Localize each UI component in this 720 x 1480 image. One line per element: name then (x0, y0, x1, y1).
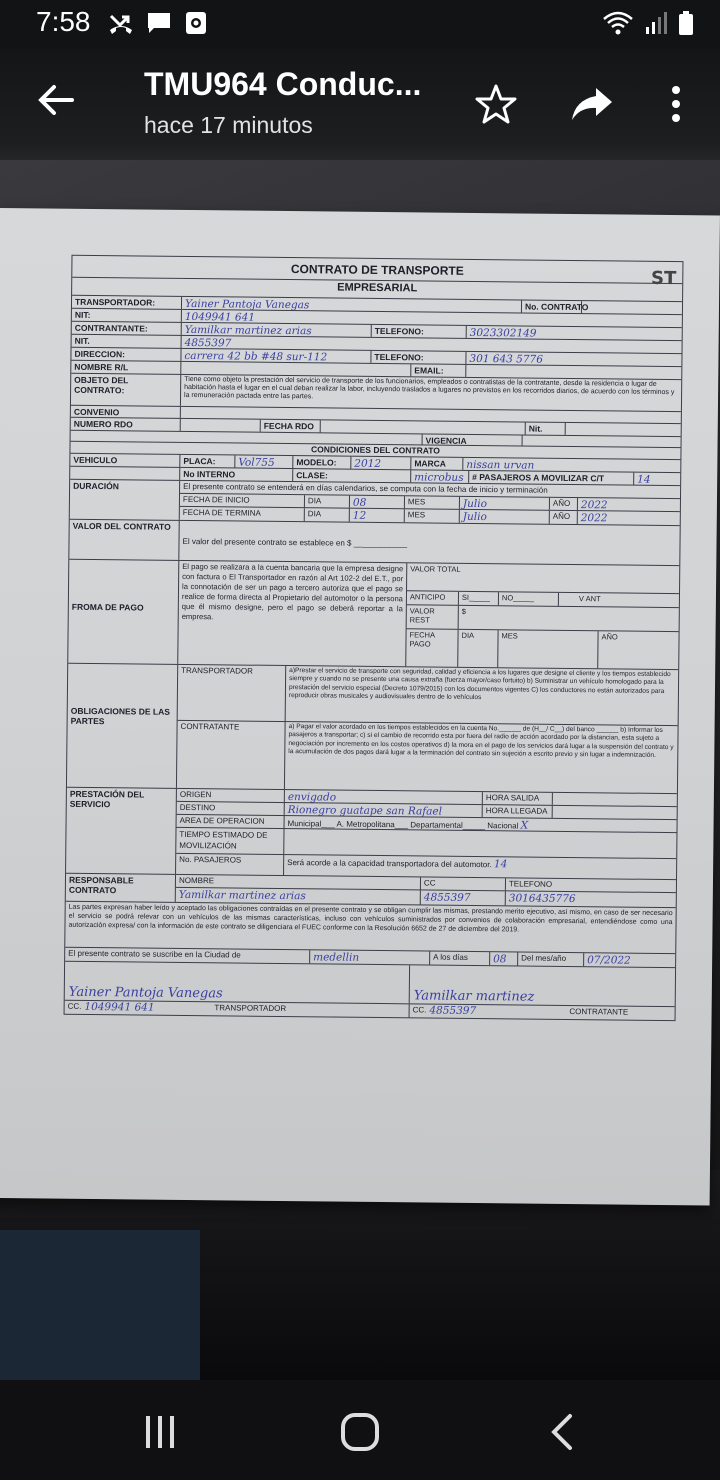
responsable-body (176, 875, 676, 907)
val-nit: 1049941 641 (184, 310, 256, 324)
row-valor (69, 520, 679, 566)
contract-document (64, 255, 684, 1021)
val-legal: Las partes expresan haber leído y aceptado las obligaciones contraídas en el presente contrato y se obligan cumplir las mismas, prestando merito ejecutivo, así mismo, en caso de ser necesario el servicio se podrá relevar con un vehículos de las mismas características, incluso con vehículos suministrados por convenios de colaboración empresarial, entendiéndose como una autorización expresa/ con la información de este contrato se diligenciara el FUEC conforme con la Resolución 6652 de 27 de diciembre del 2019. (68, 903, 673, 934)
lbl-tiempo: TIEMPO ESTIMADO DE MOVILIZACIÓN (176, 828, 284, 854)
recents-icon[interactable] (140, 1412, 180, 1452)
firma-contratante-block (410, 965, 676, 1020)
lbl-valor-total: VALOR TOTAL (407, 563, 679, 594)
lbl-contratante: CONTRANTANTE: (72, 322, 182, 335)
obligaciones-body (177, 665, 678, 793)
lbl-modelo: MODELO: (293, 456, 351, 469)
val-ano-fin: 2022 (580, 512, 608, 525)
obl-transportador-row (178, 665, 679, 726)
lbl-transportador-sig: TRANSPORTADOR (214, 1003, 287, 1014)
contract-table (64, 255, 684, 1021)
lbl-suscribe: El presente contrato se suscribe en la Ciudad de (65, 948, 310, 964)
val-no-pasajeros: Será acorde a la capacidad transportadora del automotor. (287, 858, 492, 870)
val-numero-rdo (181, 419, 261, 432)
wifi-icon (602, 10, 634, 36)
lbl-fecha-inicio: FECHA DE INICIO (180, 494, 305, 507)
lbl-convenio: CONVENIO (71, 406, 181, 418)
val-direccion: carrera 42 bb #48 sur-112 (181, 349, 371, 363)
lbl-ano-3: AÑO (601, 632, 618, 642)
val-obl-transportador: a)Prestar el servicio de transporte con seguridad, calidad y eficiencia a los lugares que designe el cliente y los tiempos establecido siempre y cuando no se presente una causa extraña (fuerza mayor/caso fortuito) b) Suministrar un vehículo homologado para la prestación del servicio especial (Decreto 1079/2015) con los documentos vigentes C) los conductores no están autorizados para reproducir obras musicales y audiovisuales dentro de lo vehículos (288, 667, 671, 702)
page-title: TMU964 Conduc... (144, 66, 422, 102)
lbl-vant: V ANT (578, 594, 601, 604)
val-area: Municipal___ A. Metropolitana___ Departamental_____ Nacional (287, 819, 519, 831)
lbl-fecha-termina: FECHA DE TERMINA (180, 507, 305, 521)
val-marca: nissan urvan (466, 458, 535, 472)
lbl-origen: ORIGEN (177, 789, 285, 802)
val-hora-llegada (553, 806, 677, 819)
area-mark: X (520, 819, 529, 832)
val-resp-cc: 4855397 (421, 890, 506, 905)
system-icons (602, 10, 694, 36)
lbl-no-interno: No INTERNO (180, 468, 293, 481)
lbl-vigencia: VIGENCIA (423, 434, 523, 445)
prestacion-body (176, 789, 677, 879)
row-prestacion (66, 788, 677, 880)
lbl-obl-transportador: TRANSPORTADOR (178, 665, 287, 721)
val-ciudad: medellin (310, 950, 430, 964)
lbl-telefono3: TELEFONO (508, 879, 553, 889)
lbl-cc2: CC (421, 877, 506, 890)
val-resp-nombre: Yamilkar martinez arias (176, 888, 421, 905)
lbl-nombre: NOMBRE (176, 875, 421, 890)
val-no-contrato (582, 301, 682, 314)
lbl-forma-pago: FROMA DE PAGO (68, 560, 179, 664)
row-obligaciones (67, 664, 678, 794)
lbl-contratante-sig: CONTRATANTE (569, 1007, 629, 1017)
val-fecha-rdo (321, 420, 526, 434)
message-icon (146, 10, 172, 36)
val-mes-ano: 07/2022 (587, 954, 631, 967)
val-telefono: 3023302149 (469, 326, 537, 340)
lbl-fecha-rdo: FECHA RDO (261, 420, 321, 433)
lbl-condiciones: CONDICIONES DEL CONTRATO (310, 444, 441, 456)
val-mes-fin: Julio (460, 510, 550, 524)
lbl-cc3: CC. (67, 1001, 82, 1011)
val-pasajeros: 14 (637, 473, 651, 486)
lbl-mes-ano: Del mes/año (518, 952, 584, 966)
firma-contratante-line (410, 1003, 675, 1020)
lbl-valor: VALOR DEL CONTRATO (69, 520, 179, 560)
lbl-mes-2: MES (405, 509, 460, 523)
val-transportador: Yainer Pantoja Vanegas (182, 297, 522, 313)
val-cc-firma-c: 4855397 (429, 1004, 477, 1018)
val-nit3 (566, 423, 681, 436)
duracion-body (180, 481, 680, 525)
row-forma-pago (68, 560, 679, 670)
firma-contratante: Yamilkar martinez (413, 988, 535, 1005)
val-hora-salida (553, 793, 677, 806)
val-dia-fin: 12 (350, 509, 405, 523)
lbl-pasajeros: # PASAJEROS A MOVILIZAR C/T (469, 471, 634, 485)
notification-icons (108, 10, 208, 36)
lbl-responsable: RESPONSABLE CONTRATO (66, 874, 176, 902)
lbl-placa: PLACA: (180, 455, 235, 468)
doc-title: CONTRATO DE TRANSPORTE (290, 261, 464, 278)
duracion-text: El presente contrato se entenderá en días calendarios, se computa con la fecha de inicio y terminación (180, 481, 680, 499)
lbl-prestacion: PRESTACIÓN DEL SERVICIO (66, 788, 177, 874)
val-cc-firma-t: 1049941 641 (84, 1000, 155, 1014)
val-dias: 08 (490, 952, 518, 965)
lbl-anticipo: ANTICIPO (407, 591, 459, 605)
lbl-fecha-pago: FECHA PAGO (406, 629, 458, 667)
photo-viewer[interactable] (0, 160, 720, 1380)
val-email (466, 365, 681, 379)
lbl-objeto: OBJETO DEL CONTRATO: (71, 374, 181, 406)
missed-call-icon (108, 10, 134, 36)
lbl-duracion: DURACIÓN (70, 480, 180, 520)
battery-icon (678, 10, 694, 36)
lbl-valor-rest: VALOR REST (407, 605, 459, 629)
firma-transportador-block (65, 962, 411, 1018)
val-obl-contratante: a) Pagar el valor acordado en los tiempos establecidos en la cuenta No.______ de (H__/ C__) del banco ______ b) Informar los pasajeros a transportar; c) si el cambio de recorrido esta por fuera del radio de acción acordado por la distancian, esta sujeto a negociación por incremento en los costos operativos d) la mora en el pago de los servicios dará lugar a la suspensión del contrato y la acumulación de dos pagos dará lugar a la terminación del contrato sin sujeción a escrito previo y sin lugar a indemnización. (288, 723, 674, 760)
signal-icon (644, 10, 668, 36)
val-valor: El valor del presente contrato se establece en $ ____________ (182, 536, 408, 549)
row-legal (65, 902, 675, 954)
val-forma-pago: El pago se realizara a la cuenta bancaria que la empresa designe con factura o El Transportador en razón al Art 102-2 del E.T., por la connotación de ser un pago a tercero autoriza que el pago se realice de forma directa al Propietario del automotor o la persona que él mismo designe, pero el pago se deberá reportar a la empresa. (178, 561, 407, 666)
lbl-email: EMAIL: (411, 364, 466, 377)
val-modelo: 2012 (351, 457, 411, 470)
lbl-vehiculo: VEHICULO (70, 454, 180, 467)
fecha-pago-row (406, 629, 678, 669)
lbl-obligaciones: OBLIGACIONES DE LAS PARTES (67, 664, 178, 788)
status-bar (0, 0, 720, 48)
home-icon[interactable] (338, 1412, 382, 1452)
nav-back-icon[interactable] (546, 1412, 578, 1452)
firma-transportador-line (65, 1000, 409, 1018)
lbl-nit2: NIT. (72, 335, 182, 348)
val-clase: microbus (411, 470, 469, 483)
val-valor-rest: $ (461, 606, 467, 616)
lbl-nit: NIT: (72, 309, 182, 322)
val-contratante: Yamilkar martinez arias (182, 323, 372, 337)
lbl-numero-rdo: NUMERO RDO (71, 418, 181, 431)
contract-paper (0, 208, 720, 1205)
obl-contratante-row (177, 721, 678, 793)
lbl-si: SI_____ (459, 592, 499, 605)
pago-grid (406, 563, 679, 669)
lbl-mes-1: MES (405, 496, 460, 509)
lbl-hora-salida: HORA SALIDA (483, 792, 553, 805)
val-mes-inicio: Julio (460, 497, 550, 510)
row-duracion (70, 480, 680, 526)
firma-transportador: Yainer Pantoja Vanegas (68, 984, 223, 1002)
val-origen: envigado (285, 790, 483, 804)
interno-spacer (70, 467, 180, 480)
val-nombre-rl (181, 362, 411, 376)
val-destino: Rionegro guatape san Rafael (285, 803, 483, 817)
app-notification-icon (184, 10, 208, 36)
valor-rest-row (407, 605, 679, 632)
doc-subtitle: EMPRESARIAL (337, 281, 418, 295)
val-telefono2: 301 643 5776 (469, 352, 543, 366)
val-tiempo (284, 829, 676, 858)
lbl-destino: DESTINO (177, 802, 285, 815)
company-logo: ST (650, 267, 677, 290)
lbl-transportador: TRANSPORTADOR: (72, 296, 182, 309)
val-ano-inicio: 2022 (580, 499, 608, 512)
lbl-obl-contratante: CONTRATANTE (177, 721, 286, 789)
lbl-cc4: CC. (412, 1005, 427, 1015)
lbl-marca: MARCA (411, 457, 463, 470)
more-vert-icon[interactable] (664, 84, 688, 124)
val-cc: 4855397 (184, 336, 232, 350)
row-firmas (65, 962, 676, 1020)
lbl-area: AREA DE OPERACION (177, 815, 285, 828)
val-no-pasajeros-num: 14 (493, 858, 508, 871)
lbl-telefono2: TELEFONO: (371, 351, 466, 364)
lbl-no: NO_____ (499, 592, 559, 606)
val-resp-tel: 3016435776 (508, 892, 576, 906)
lbl-no-pasajeros: No. PASAJEROS (176, 854, 284, 875)
val-vigencia (523, 435, 681, 447)
app-bar (0, 48, 720, 160)
lbl-ano-1: AÑO (550, 498, 578, 510)
lbl-hora-llegada: HORA LLEGADA (483, 805, 553, 818)
no-pasajeros-cell (284, 855, 676, 879)
val-objeto: Tiene como objeto la prestación del servicio de transporte de los funcionarios, empleados o contratistas de la contratante, desde la residencia o lugar de habitación hasta el lugar en el cual deban realizar la labor, incluyendo traslados a lugares no previstos en los recorridos diarios, de acuerdo con los términos y la remuneración pactada entre las partes. (184, 375, 675, 401)
lbl-clase: CLASE: (293, 469, 411, 482)
share-icon[interactable] (568, 82, 616, 126)
val-placa: Vol755 (235, 455, 293, 468)
val-dia-inicio: 08 (350, 496, 405, 509)
lbl-a-los-dias: A los días (430, 952, 490, 966)
lbl-nit3: Nit. (526, 423, 566, 435)
lbl-dia-3: DIA (458, 630, 498, 667)
lbl-ano-2: AÑO (550, 511, 578, 524)
lbl-telefono: TELEFONO: (372, 325, 467, 338)
star-outline-icon[interactable] (474, 82, 518, 126)
page-subtitle: hace 17 minutos (144, 112, 313, 138)
lbl-mes-3: MES (498, 630, 598, 668)
status-time: 7:58 (36, 6, 91, 37)
lbl-direccion: DIRECCION: (71, 348, 181, 361)
navigation-bar (0, 1380, 720, 1480)
arrow-left-icon[interactable] (34, 78, 78, 122)
lbl-nombre-rl: NOMBRE R/L (71, 361, 181, 374)
jeans-area (0, 1230, 200, 1380)
lbl-no-contrato: No. CONTRATO (522, 300, 582, 313)
lbl-dia-1: DIA (305, 495, 350, 507)
lbl-dia-2: DIA (305, 508, 350, 521)
